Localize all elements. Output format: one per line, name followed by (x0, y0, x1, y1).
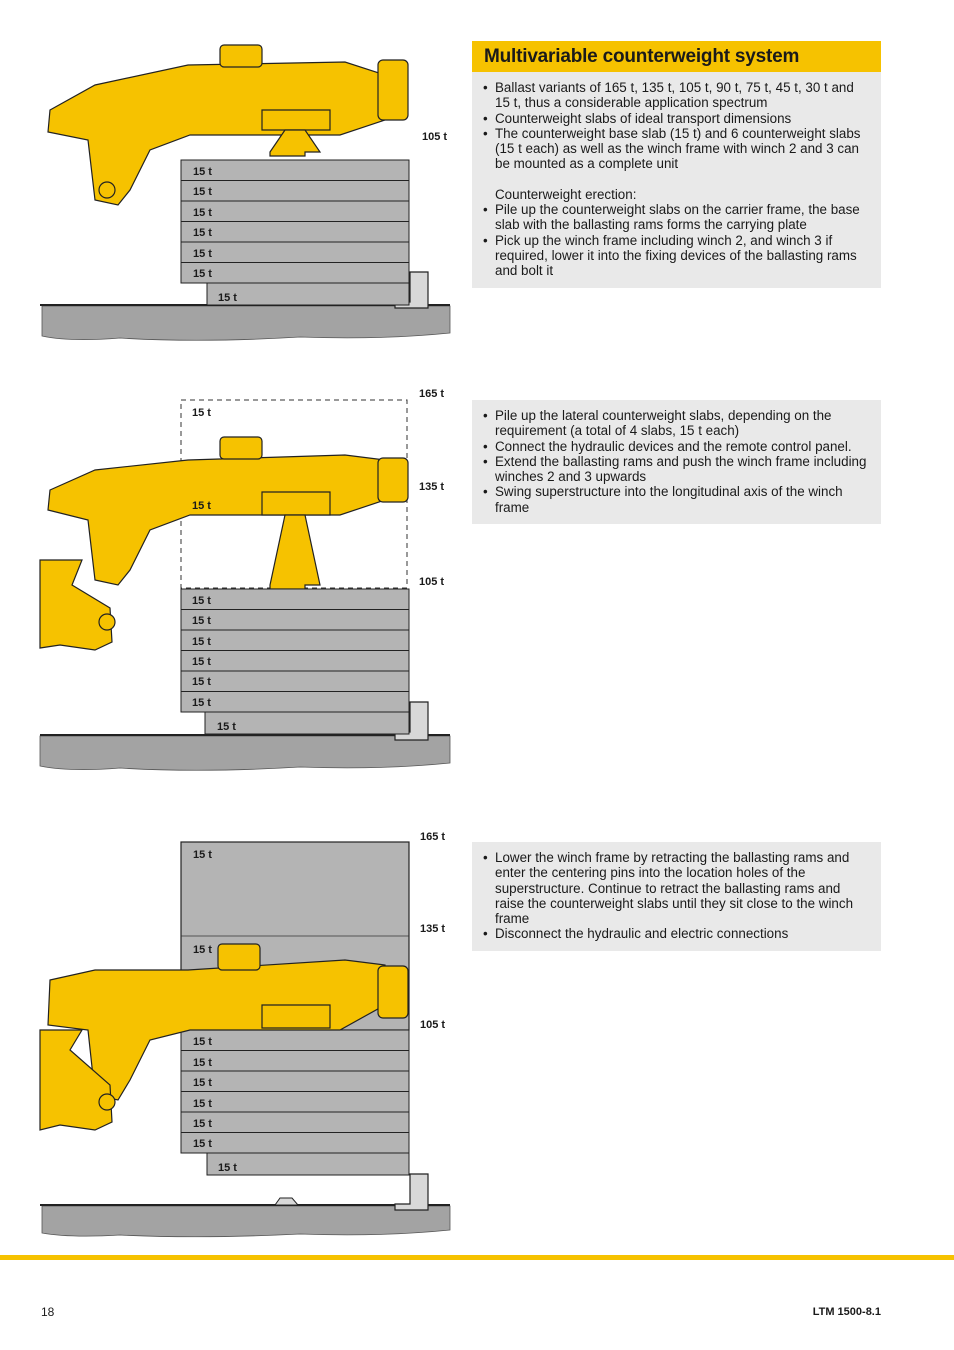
slab-label: 15 t (192, 676, 211, 688)
fixing-bracket (262, 110, 330, 130)
list-item: • Pile up the counterweight slabs on the carrier frame, the base slab with the ballasting rams forms the carrying plate (482, 202, 867, 233)
winch-drum (378, 458, 408, 502)
capacity-135-label: 135 t (420, 923, 446, 935)
winch-plate (218, 944, 260, 970)
slab-label: 15 t (193, 207, 212, 219)
list-item: • Extend the ballasting rams and push the winch frame including winches 2 and 3 upwards (482, 454, 867, 485)
base-slab-label: 15 t (218, 292, 237, 304)
slab (181, 651, 409, 672)
slab (181, 671, 409, 692)
steps-list (482, 408, 867, 515)
slab-label: 15 t (193, 186, 212, 198)
base-slab (207, 1153, 409, 1175)
winch-plate (220, 437, 262, 459)
diagram-stage-1 (0, 40, 470, 350)
slab (181, 692, 409, 713)
ground (42, 306, 450, 340)
fixing-bracket (262, 1005, 330, 1028)
list-item: • The counterweight base slab (15 t) and 6 counterweight slabs (15 t each) as well as the winch frame with winch 2 and 3 can be mounted as a complete unit (482, 126, 867, 172)
slab-label: 15 t (193, 1057, 212, 1069)
footer-rule (0, 1255, 954, 1260)
slab (181, 222, 409, 243)
ground (42, 1206, 450, 1237)
slab-label: 15 t (193, 1118, 212, 1130)
base-slab (207, 283, 409, 305)
slab (181, 1071, 409, 1092)
lateral-slab-label: 15 t (192, 407, 211, 419)
slab-label: 15 t (193, 227, 212, 239)
list-item: • Counterweight slabs of ideal transport dimensions (482, 111, 867, 126)
steps-list (482, 202, 867, 278)
page-title: Multivariable counterweight system (484, 46, 800, 67)
capacity-135-label: 135 t (419, 481, 445, 493)
document-id: LTM 1500-8.1 (812, 1306, 881, 1318)
diagram-stage-3-svg (0, 820, 470, 1250)
diagram-stage-2 (0, 380, 470, 780)
slab (181, 160, 409, 181)
slab-label: 15 t (193, 166, 212, 178)
capacity-165-label: 165 t (420, 831, 446, 843)
slab-label: 15 t (192, 595, 211, 607)
fixing-bracket (262, 492, 330, 515)
slab-label: 15 t (193, 248, 212, 260)
slab-label: 15 t (193, 1098, 212, 1110)
ground (40, 736, 450, 770)
slab (181, 263, 409, 284)
capacity-105-label: 105 t (419, 576, 445, 588)
slab (181, 589, 409, 610)
slab (181, 1030, 409, 1051)
slab (181, 630, 409, 651)
slab-label: 15 t (192, 636, 211, 648)
slab-label: 15 t (193, 268, 212, 280)
list-item: • Disconnect the hydraulic and electric connections (482, 926, 867, 941)
slab (181, 201, 409, 222)
section-title-bar (472, 41, 881, 72)
winch-drum (378, 60, 408, 120)
diagram-stage-2-svg (0, 380, 470, 780)
pivot-pin (99, 614, 115, 630)
base-slab-label: 15 t (217, 721, 236, 733)
slab (181, 1051, 409, 1072)
steps-list (482, 850, 867, 942)
slab-label: 15 t (192, 656, 211, 668)
winch-drum (378, 966, 408, 1018)
diagram-stage-3 (0, 820, 470, 1250)
pivot-pin (99, 182, 115, 198)
list-item: • Pick up the winch frame including winch 2, and winch 3 if required, lower it into the fixing devices of the ballasting rams and bolt it (482, 233, 867, 279)
list-item: • Swing superstructure into the longitudinal axis of the winch frame (482, 484, 867, 515)
feature-list (482, 80, 867, 172)
slab (181, 1112, 409, 1133)
slab-label: 15 t (192, 697, 211, 709)
list-item: • Ballast variants of 165 t, 135 t, 105 t, 90 t, 75 t, 45 t, 30 t and 15 t, thus a considerable application spectrum (482, 80, 867, 111)
slab-label: 15 t (192, 615, 211, 627)
lateral-slab-label: 15 t (192, 500, 211, 512)
slab-label: 15 t (193, 1138, 212, 1150)
text-box-1 (472, 72, 881, 288)
capacity-105-label: 105 t (422, 131, 448, 143)
slab (181, 610, 409, 631)
carrier-bracket (395, 1174, 428, 1210)
list-item: • Connect the hydraulic devices and the remote control panel. (482, 439, 867, 454)
slab (181, 1133, 409, 1154)
list-item: • Lower the winch frame by retracting the ballasting rams and enter the centering pins into the location holes of the superstructure. Continue to retract the ballasting rams and raise the counterweight slabs until they sit close to the winch frame (482, 850, 867, 926)
carrying-post (270, 515, 320, 589)
slab (181, 242, 409, 263)
crane-boom-body (48, 455, 385, 585)
capacity-165-label: 165 t (419, 388, 445, 400)
text-box-3 (472, 842, 881, 951)
page-number: 18 (41, 1305, 55, 1319)
winch-plate (220, 45, 262, 67)
subheading: Counterweight erection: (495, 186, 637, 202)
text-box-2 (472, 400, 881, 524)
slab (181, 181, 409, 202)
capacity-105-label: 105 t (420, 1019, 446, 1031)
slab (181, 1092, 409, 1113)
centering-pin (275, 1198, 298, 1205)
pivot-pin (99, 1094, 115, 1110)
slab-label: 15 t (193, 1036, 212, 1048)
lateral-slab-label: 15 t (193, 849, 212, 861)
lateral-slab-label: 15 t (193, 944, 212, 956)
diagram-stage-1-svg (0, 40, 470, 350)
base-slab-label: 15 t (218, 1162, 237, 1174)
list-item: • Pile up the lateral counterweight slabs, depending on the requirement (a total of 4 slabs, 15 t each) (482, 408, 867, 439)
slab-label: 15 t (193, 1077, 212, 1089)
